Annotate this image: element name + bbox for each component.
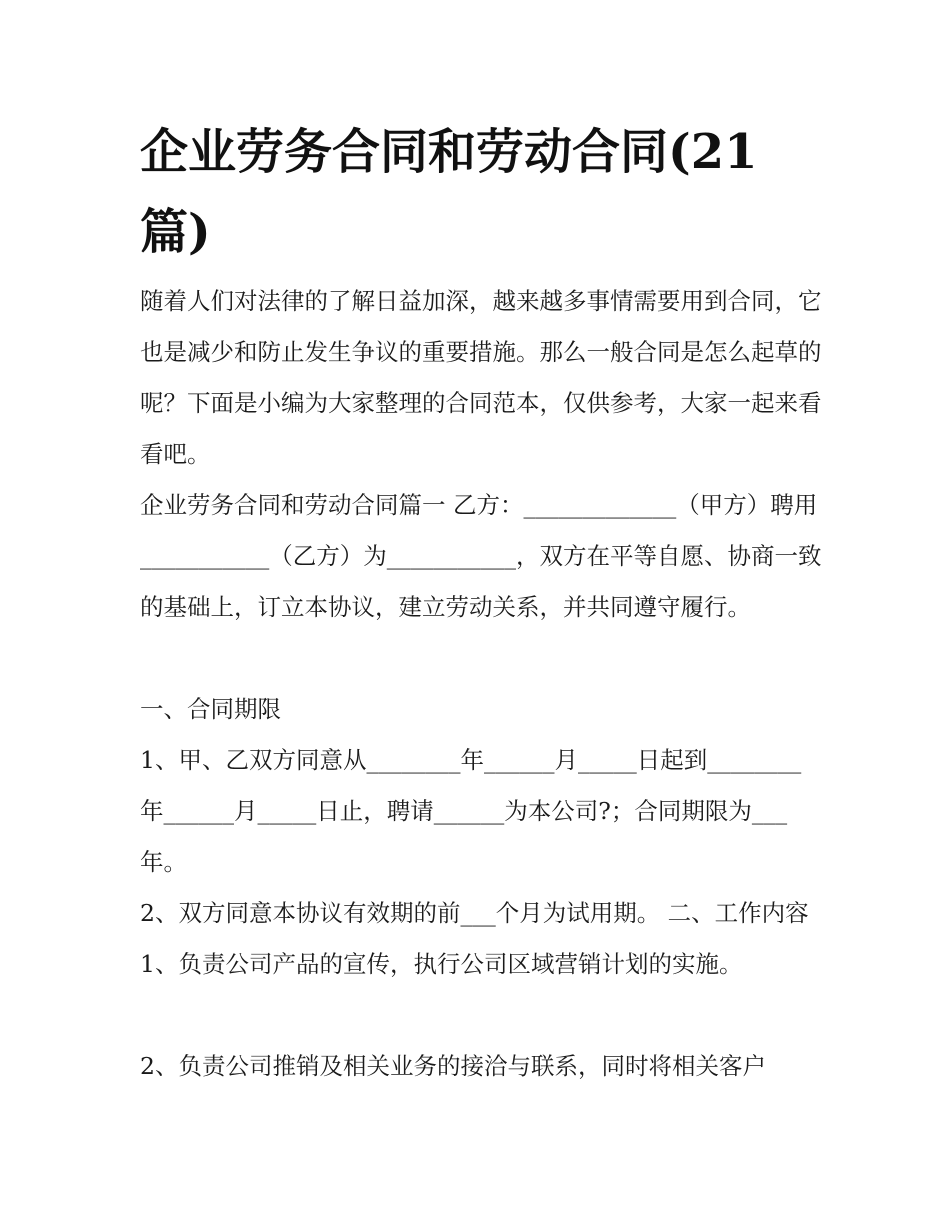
clause-sales-contact: 2、负责公司推销及相关业务的接洽与联系，同时将相关客户 — [140, 1052, 766, 1080]
section-one-opening: 企业劳务合同和劳动合同篇一 乙方：_____________（甲方）聘用___________（乙方）为___________，双方在平等自愿、协商一致的基础上，订立本协议，建立劳动关系，并共同遵守履行。 — [140, 491, 822, 621]
intro-paragraph: 随着人们对法律的了解日益加深，越来越多事情需要用到合同，它也是减少和防止发生争议的重要措施。那么一般合同是怎么起草的呢？下面是小编为大家整理的合同范本，仅供参考，大家一起来看看吧。 — [140, 287, 822, 468]
contract-term-heading: 一、合同期限 — [140, 695, 281, 723]
document-title: 企业劳务合同和劳动合同(21篇) — [140, 124, 758, 260]
clause-probation-and-duties: 2、双方同意本协议有效期的前___个月为试用期。 二、工作内容 1、负责公司产品的宣传，执行公司区域营销计划的实施。 — [140, 899, 809, 978]
clause-contract-period: 1、甲、乙双方同意从________年______月_____日起到________年______月_____日止，聘请______为本公司?；合同期限为___年。 — [140, 746, 802, 876]
